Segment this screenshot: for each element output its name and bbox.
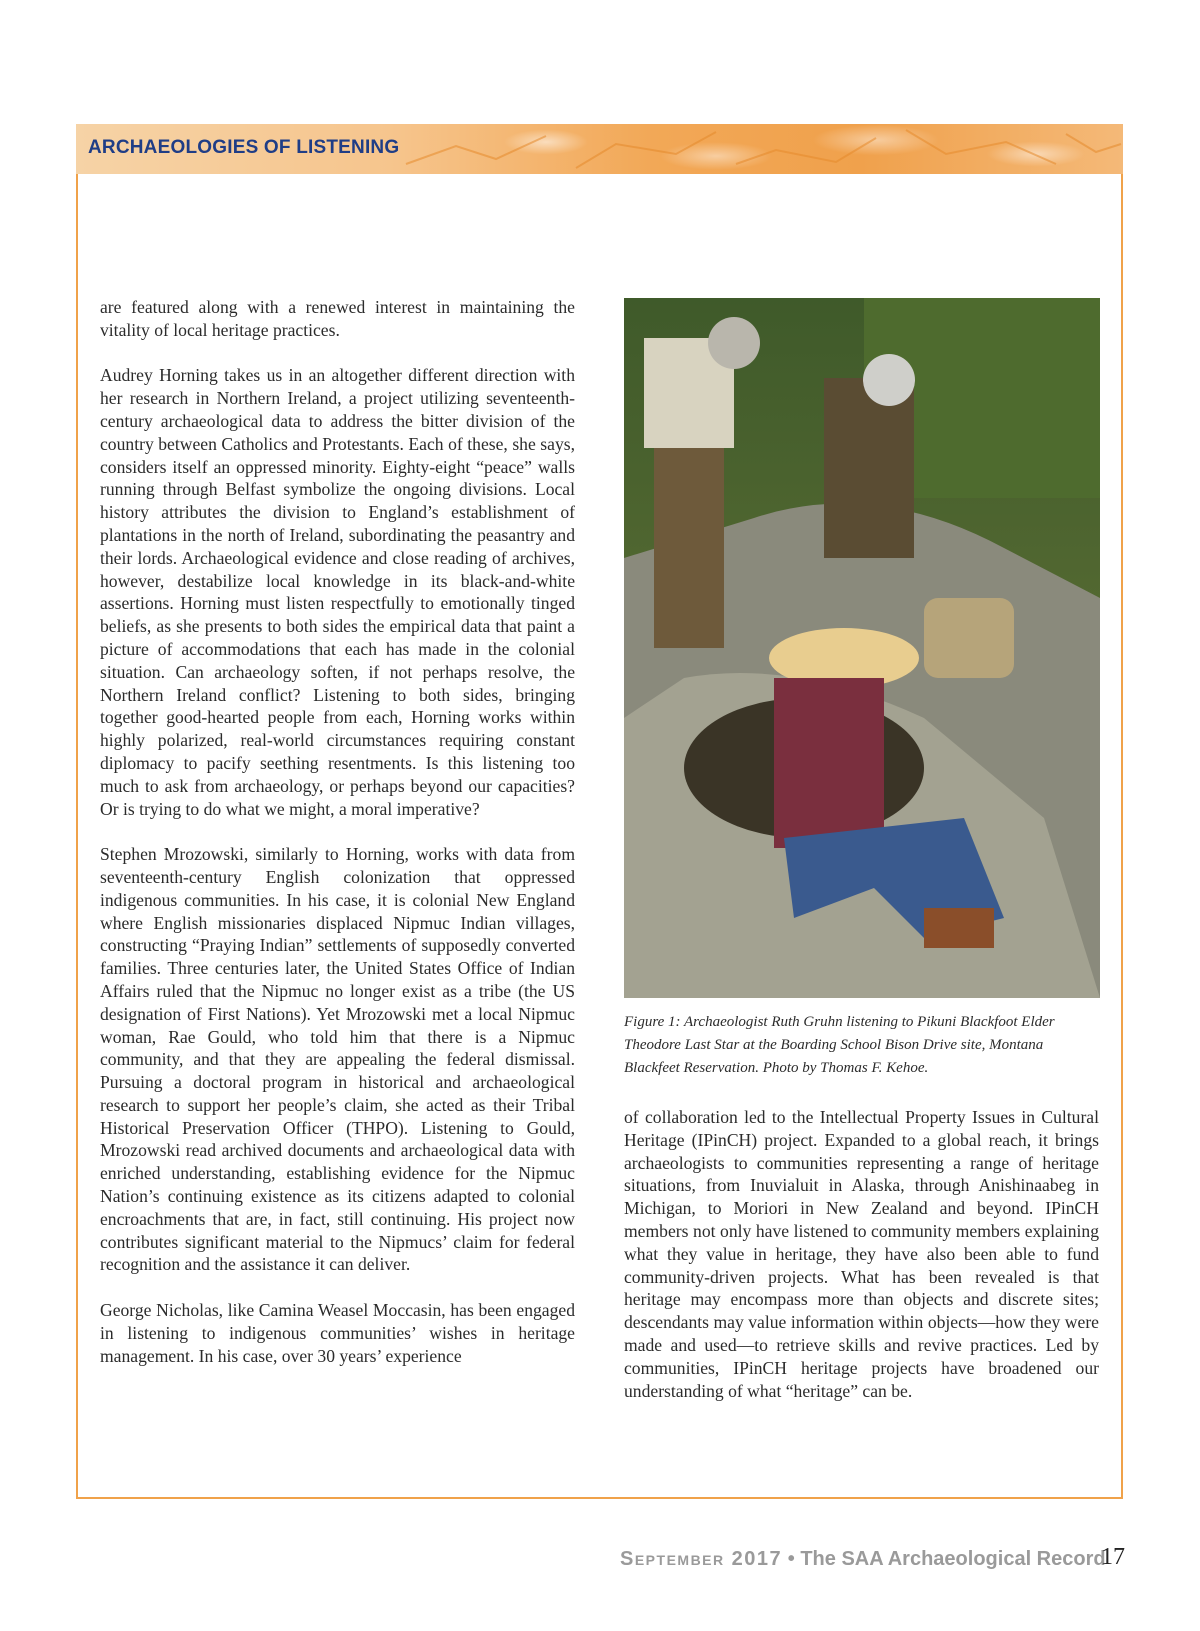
footer-date: September 2017: [620, 1548, 783, 1570]
section-banner: [76, 124, 1123, 174]
section-title: ARCHAEOLOGIES OF LISTENING: [88, 137, 400, 158]
footer-publication: The SAA Archaeological Record: [800, 1548, 1106, 1570]
right-column: [624, 1106, 1099, 1425]
paragraph: George Nicholas, like Camina Weasel Moccasin, has been engaged in listening to indigenous communities’ wishes in heritage management. In his case, over 30 years’ experience: [100, 1300, 575, 1366]
figure-photo: [624, 298, 1100, 998]
paragraph: Audrey Horning takes us in an altogether different direction with her research in Northern Ireland, a project utilizing seventeenth-century archaeological data to address the bitter division of the country between Catholics and Protestants. Each of these, she says, considers itself an oppressed minority. Eighty-eight “peace” walls running through Belfast symbolize the ongoing divisions. Local history attributes the division to England’s establishment of plantations in the north of Ireland, subordinating the peasantry and their lords. Archaeological evidence and close reading of archives, however, destabilize local knowledge in its black-and-white assertions. Horning must listen respectfully to emotionally tinged beliefs, as she presents to both sides the empirical data that paint a picture of accommodations that each has made in the colonial situation. Can archaeology soften, if not perhaps resolve, the Northern Ireland conflict? Listening to both sides, bringing together good-hearted people from each, Horning works within highly polarized, real-world circumstances requiring constant diplomacy to pacify seething resentments. Is this listening too much to ask from archaeology, or perhaps beyond our capacities? Or is trying to do what we might, a moral imperative?: [100, 365, 575, 819]
paragraph: Stephen Mrozowski, similarly to Horning, works with data from seventeenth-century English colonization that oppressed indigenous communities. In his case, it is colonial New England where English missionaries displaced Nipmuc Indian villages, constructing “Praying Indian” settlements of supposedly converted families. Three centuries later, the United States Office of Indian Affairs ruled that the Nipmuc no longer exist as a tribe (the US designation of First Nations). Yet Mrozowski met a local Nipmuc woman, Rae Gould, who told him that there is a Nipmuc community, and that they are appealing the federal dismissal. Pursuing a doctoral program in historical and archaeological research to support her people’s claim, she acted as their Tribal Historical Preservation Officer (THPO). Listening to Gould, Mrozowski read archived documents and archaeological data with enriched understanding, establishing evidence for the Nipmuc Nation’s continuing existence as its citizens adapted to colonial encroachments that are, in fact, still continuing. His project now contributes significant material to the Nipmucs’ claim for federal recognition and the assistance it can deliver.: [100, 844, 575, 1275]
paragraph: are featured along with a renewed interest in maintaining the vitality of local heritage practices.: [100, 297, 575, 340]
archaeologists-photo: [624, 298, 1100, 998]
footer-separator: •: [787, 1548, 795, 1570]
left-column: [100, 296, 575, 1390]
page-footer: [620, 1548, 1106, 1571]
figure-caption: Figure 1: Archaeologist Ruth Gruhn listening to Pikuni Blackfoot Elder Theodore Last Star at the Boarding School Bison Drive site, Montana Blackfeet Reservation. Photo by Thomas F. Kehoe.: [624, 1014, 1055, 1076]
page-number: 17: [1101, 1544, 1125, 1570]
paragraph: of collaboration led to the Intellectual Property Issues in Cultural Heritage (IPinCH) project. Expanded to a global reach, it brings archaeologists to communities representing a range of heritage situations, from Inuvialuit in Alaska, through Anishinaabeg in Michigan, to Moriori in New Zealand and beyond. IPinCH members not only have listened to community members explaining what they value in heritage, they have also been able to fund community-driven projects. What has been revealed is that heritage may encompass more than objects and discrete sites; descendants may value information within objects—how they were made and used—to retrieve skills and revive practices. Led by communities, IPinCH heritage projects have broadened our understanding of what “heritage” can be.: [624, 1107, 1099, 1401]
